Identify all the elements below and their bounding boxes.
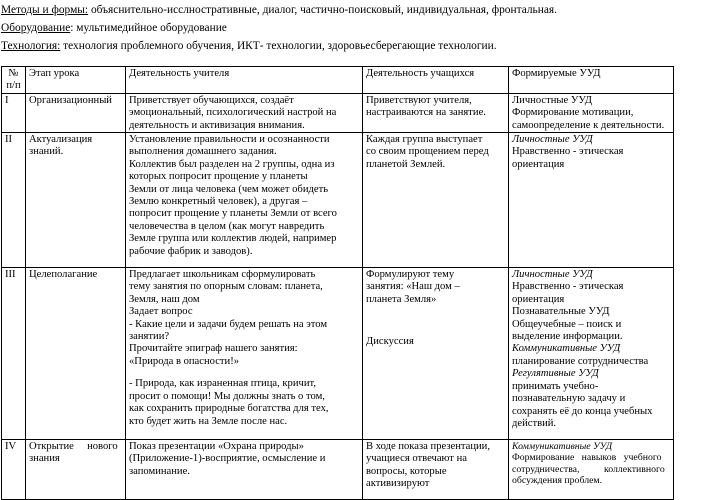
header-num: № п/п	[2, 67, 26, 94]
row-num: IV	[2, 440, 26, 500]
header-stage: Этап урока	[26, 67, 126, 94]
table-row	[2, 93, 674, 132]
equipment-line	[1, 21, 227, 35]
methods-line	[1, 3, 557, 17]
row-students: В ходе показа презентации, учащиеся отвечают на вопросы, которые активизируют	[363, 440, 509, 500]
row-uud: Личностные УУД Нравственно - этическая ориентация Познавательные УУД Общеучебные – поиск и выделение информации. Коммуникативные УУД планирование сотрудничества Регулятивные УУД принимать учебно- познавательную задачу и сохранять её до конца учебных действий.	[509, 268, 674, 440]
row-num: III	[2, 268, 26, 440]
row-students: Формулируют тему занятия: «Наш дом – планета Земля» Дискуссия	[363, 268, 509, 440]
header-students: Деятельность учащихся	[363, 67, 509, 94]
row-uud: Личностные УУД Нравственно - этическая ориентация	[509, 133, 674, 268]
methods-text: объяснительно-исслностративные, диалог, частично-поисковый, индивидуальная, фронтальная.	[88, 4, 557, 16]
methods-label: Методы и формы:	[1, 4, 89, 16]
row-num: I	[2, 93, 26, 132]
row-teacher: Показ презентации «Охрана природы» (Приложение-1)-восприятие, осмысление и запоминание.	[126, 440, 363, 500]
technology-text: технология проблемного обучения, ИКТ- технологии, здоровьесберегающие технологии.	[60, 40, 497, 52]
row-teacher: Установление правильности и осознанности выполнения домашнего задания. Коллектив был разделен на 2 группы, одна из которых попросит прощение у планеты Земли от лица человека (чем может обидеть Землю конкретный человек), а другая – попросит прощение у планеты Земли от всего человечества в целом (как могут навредить Земле группа или коллектив людей, например рабочие фабрик и заводов).	[126, 133, 363, 268]
table-header-row	[2, 67, 674, 94]
table-row	[2, 440, 674, 500]
row-students: Каждая группа выступает со своим прощением перед планетой Землей.	[363, 133, 509, 268]
header-uud: Формируемые УУД	[509, 67, 674, 94]
equipment-label: Оборудование	[1, 22, 71, 34]
equipment-text: : мультимедийное оборудование	[70, 22, 227, 34]
row-teacher: Предлагает школьникам сформулировать тему занятия по опорным словам: планета, Земля, наш дом Задает вопрос - Какие цели и задачи будем решать на этом занятии? Прочитайте эпиграф нашего занятия: «Природа в опасности!» - Природа, как израненная птица, кричит, просит о помощи! Мы должны знать о том, как сохранить природные богатства для тех, кто будет жить на Земле после нас.	[126, 268, 363, 440]
technology-label: Технология:	[1, 40, 61, 52]
technology-line	[1, 39, 497, 53]
row-stage: Актуализация знаний.	[26, 133, 126, 268]
row-uud: Коммуникативные УУД Формирование навыков учебного сотрудничества, коллективного обсуждения проблем.	[509, 440, 674, 500]
table-row	[2, 133, 674, 268]
row-students: Приветствуют учителя, настраиваются на занятие.	[363, 93, 509, 132]
row-teacher: Приветствует обучающихся, создаёт эмоциональный, психологический настрой на деятельность и активизация внимания.	[126, 93, 363, 132]
row-stage: Организационный	[26, 93, 126, 132]
row-num: II	[2, 133, 26, 268]
lesson-plan-table	[1, 66, 674, 500]
table-row	[2, 268, 674, 440]
header-teacher: Деятельность учителя	[126, 67, 363, 94]
row-uud: Личностные УУД Формирование мотивации, самоопределение к деятельности.	[509, 93, 674, 132]
row-stage: Целеполагание	[26, 268, 126, 440]
row-stage: Открытие нового знания	[26, 440, 126, 500]
